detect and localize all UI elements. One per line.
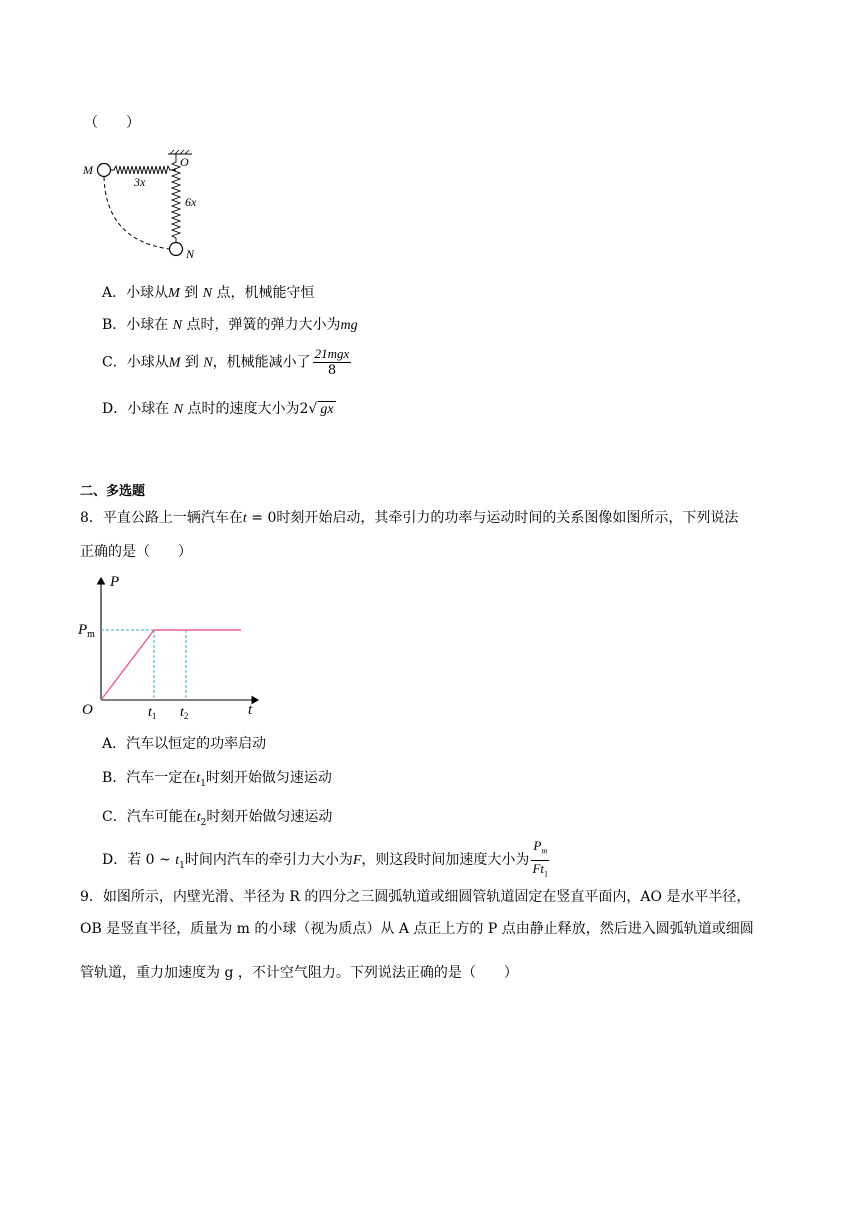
- ball-m: [98, 164, 111, 177]
- horizontal-spring: [110, 166, 176, 174]
- fraction-21mgx-over-8: $\frac{\text{21mgx}}{8}$: [314, 346, 350, 378]
- x-axis-label: t: [248, 702, 253, 718]
- question-answer-blank: （ ）: [84, 115, 140, 131]
- q7-option-c: C．小球从M 到 N，机械能减小了 $\frac{\text{21mgx}}{8}$: [102, 346, 350, 378]
- vertical-spring: [172, 154, 180, 243]
- y-axis-label: P: [110, 574, 120, 590]
- label-o: O: [180, 155, 189, 169]
- q8-stem-line1: 8．平直公路上一辆汽车在t = 0时刻开始启动，其牵引力的功率与运动时间的关系图像如图所示，下列说法: [80, 510, 739, 526]
- sqrt-sign: √: [308, 401, 318, 417]
- q7-option-a: A．小球从M 到 N 点，机械能守恒: [102, 285, 315, 301]
- q7-option-d: D．小球在 N 点时的速度大小为2√ gx: [102, 401, 334, 417]
- power-time-graph: [74, 570, 274, 720]
- q9-stem-line3: 管轨道，重力加速度为 g ，不计空气阻力。下列说法正确的是（ ）: [80, 965, 518, 981]
- ceiling-hatch: [170, 150, 189, 154]
- section-heading: 二、多选题: [80, 484, 146, 499]
- q9-stem-line2: OB 是竖直半径，质量为 m 的小球（视为质点）从 A 点正上方的 P 点由静止释放，然后进入圆弧轨道或细圆: [80, 921, 754, 937]
- fraction-pm-over-ft1: $\frac{P_m}{Ft_1}$: [532, 838, 549, 879]
- label-3x: 3x: [134, 175, 146, 189]
- q9-stem-line1: 9．如图所示，内壁光滑、半径为 R 的四分之三圆弧轨道或细圆管轨道固定在竖直平面内，AO 是水平半径，: [80, 889, 751, 905]
- t1-label: $t_1$: [148, 705, 157, 720]
- ball-n: [170, 243, 183, 256]
- q8-option-c: C．汽车可能在$t_2$时刻开始做匀速运动: [102, 809, 333, 828]
- q7-option-b: B．小球在 N 点时，弹簧的弹力大小为mg: [102, 317, 358, 333]
- label-6x: 6x: [185, 195, 197, 209]
- spring-figure: [80, 148, 210, 266]
- q8-option-d: D．若 0 ~ $t_1$时间内汽车的牵引力大小为F，则这段时间加速度大小为 $\frac{P_m}{Ft_1}$: [102, 838, 551, 882]
- t2-label: $t_2$: [180, 705, 189, 720]
- power-curve: [101, 630, 241, 700]
- q8-stem-line2: 正确的是（ ）: [80, 544, 192, 560]
- label-m: M: [83, 163, 93, 177]
- label-n: N: [186, 247, 195, 261]
- q8-option-a: A．汽车以恒定的功率启动: [102, 736, 267, 752]
- origin-label: O: [82, 702, 93, 718]
- pm-label: $P_m$: [78, 622, 95, 640]
- q8-option-b: B．汽车一定在$t_1$时刻开始做匀速运动: [102, 770, 332, 789]
